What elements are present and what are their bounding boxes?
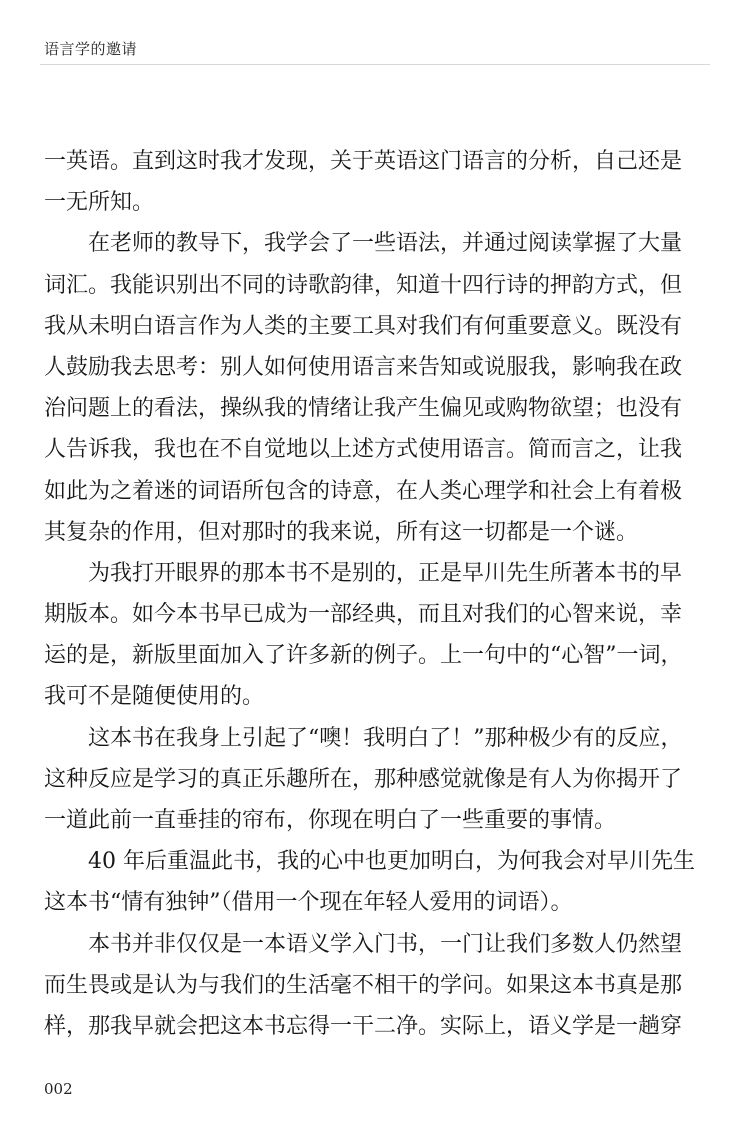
text-line: 如此为之着迷的词语所包含的诗意，在人类心理学和社会上有着极	[44, 478, 683, 504]
text-line: 一英语。直到这时我才发现，关于英语这门语言的分析，自己还是	[44, 149, 683, 174]
text-line: 40 年后重温此书，我的心中也更加明白，为何我会对早川先生	[44, 849, 695, 875]
text-line: 这本书在我身上引起了“噢！我明白了！”那种极少有的反应，	[44, 725, 683, 751]
text-line: 人告诉我，我也在不自觉地以上述方式使用语言。简而言之，让我	[44, 437, 683, 463]
text-line: 一道此前一直垂挂的帘布，你现在明白了一些重要的事情。	[44, 808, 617, 833]
text-line: 这本书“情有独钟”（借用一个现在年轻人爱用的词语）。	[44, 890, 573, 916]
text-line: 一无所知。	[44, 190, 155, 216]
text-line: 而生畏或是认为与我们的生活毫不相干的学问。如果这本书真是那	[44, 972, 683, 998]
text-line: 人鼓励我去思考：别人如何使用语言来告知或说服我，影响我在政	[44, 354, 683, 380]
page-number: 002	[44, 1080, 73, 1098]
text-line: 样，那我早就会把这本书忘得一干二净。实际上，语义学是一趟穿	[44, 1013, 683, 1039]
text-line: 治问题上的看法，操纵我的情绪让我产生偏见或购物欲望；也没有	[44, 396, 683, 422]
text-line: 期版本。如今本书早已成为一部经典，而且对我们的心智来说，幸	[44, 602, 683, 628]
body-text	[44, 141, 695, 1047]
header-divider	[40, 64, 710, 65]
text-line: 本书并非仅仅是一本语义学入门书，一门让我们多数人仍然望	[44, 931, 683, 957]
text-line: 在老师的教导下，我学会了一些语法，并通过阅读掌握了大量	[44, 231, 683, 257]
running-head-title: 语言学的邀请	[44, 40, 138, 58]
text-line: 为我打开眼界的那本书不是别的，正是早川先生所著本书的早	[44, 560, 683, 586]
text-line: 词汇。我能识别出不同的诗歌韵律，知道十四行诗的押韵方式，但	[44, 272, 683, 298]
text-line: 我可不是随便使用的。	[44, 684, 265, 710]
text-line: 我从未明白语言作为人类的主要工具对我们有何重要意义。既没有	[44, 313, 683, 339]
text-line: 运的是，新版里面加入了许多新的例子。上一句中的“心智”一词，	[44, 643, 683, 669]
text-line: 其复杂的作用，但对那时的我来说，所有这一切都是一个谜。	[44, 519, 639, 545]
text-line: 这种反应是学习的真正乐趣所在，那种感觉就像是有人为你揭开了	[44, 766, 683, 792]
